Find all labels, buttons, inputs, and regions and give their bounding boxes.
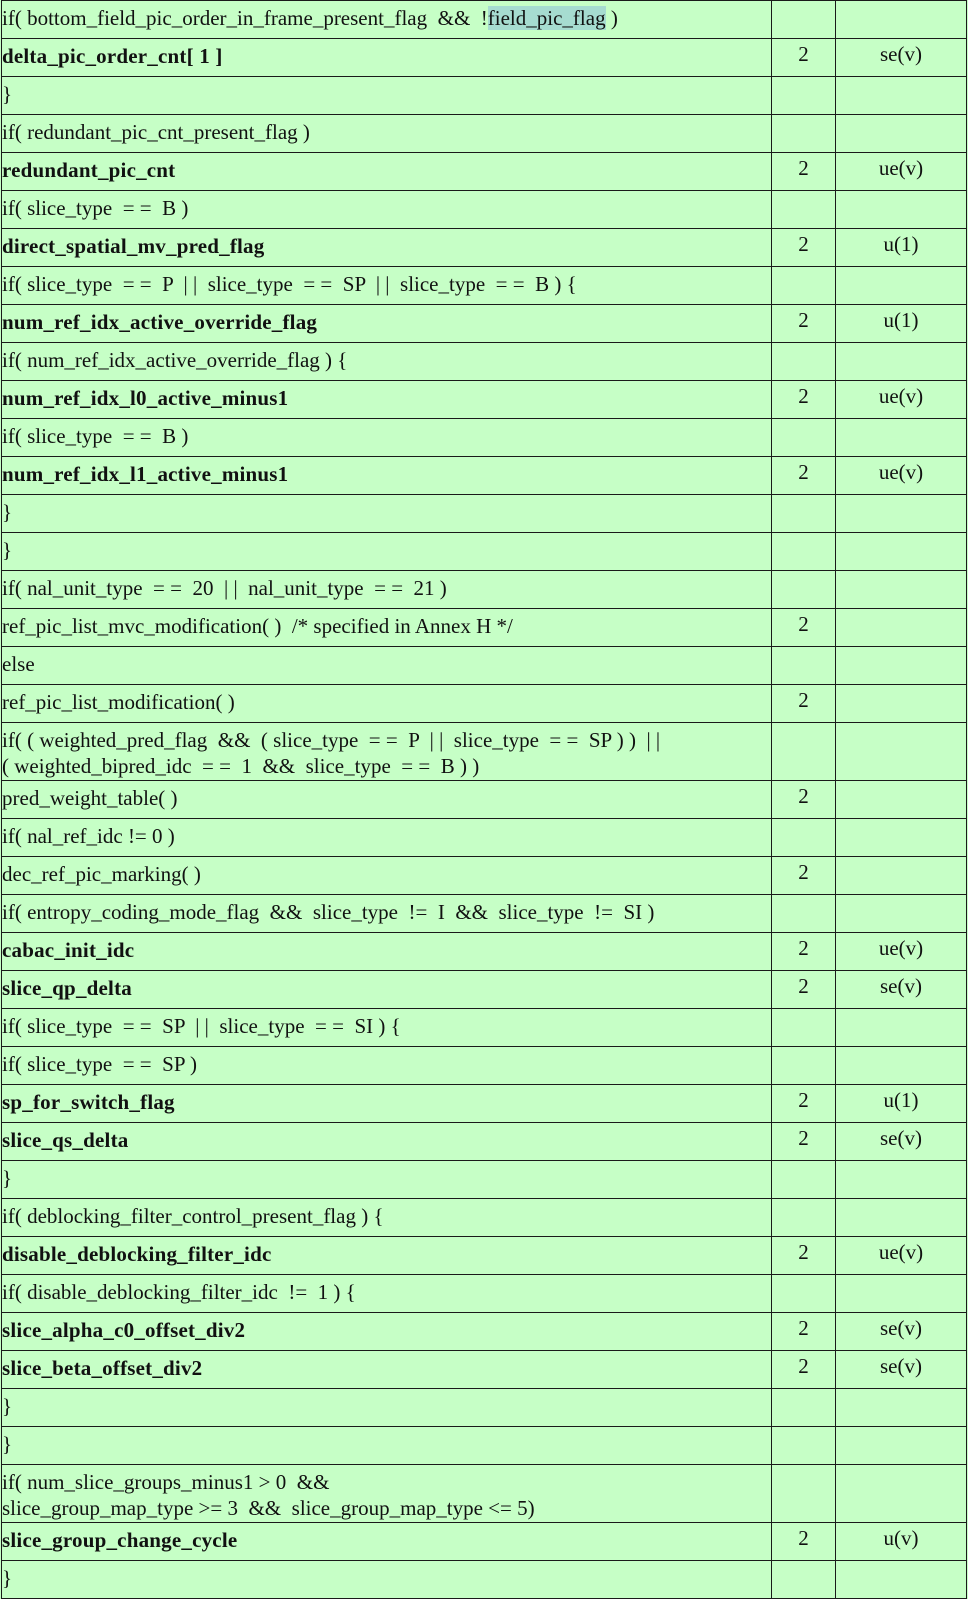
- syntax-element-cell: [2, 571, 772, 609]
- syntax-statement: dec_ref_pic_marking( ): [2, 862, 201, 886]
- slice-header-syntax-table: [1, 0, 967, 1599]
- category-cell: 2: [772, 609, 836, 647]
- syntax-element-cell: [2, 343, 772, 381]
- category-cell: [772, 819, 836, 857]
- category-cell: 2: [772, 1237, 836, 1275]
- syntax-statement: if( num_slice_groups_minus1 > 0 &&: [2, 1470, 330, 1494]
- descriptor-cell: [836, 1275, 967, 1313]
- syntax-element-cell: [2, 895, 772, 933]
- category-cell: [772, 1275, 836, 1313]
- syntax-statement: ref_pic_list_modification( ): [2, 690, 235, 714]
- syntax-element-cell: [2, 1199, 772, 1237]
- syntax-row: [2, 495, 967, 533]
- category-cell: 2: [772, 39, 836, 77]
- syntax-element-cell: [2, 229, 772, 267]
- descriptor-cell: [836, 895, 967, 933]
- descriptor-cell: [836, 1199, 967, 1237]
- descriptor-cell: se(v): [836, 1123, 967, 1161]
- syntax-element-cell: [2, 971, 772, 1009]
- descriptor-cell: [836, 419, 967, 457]
- syntax-row: [2, 1351, 967, 1389]
- syntax-element-cell: [2, 267, 772, 305]
- syntax-row: [2, 1123, 967, 1161]
- syntax-row: [2, 1161, 967, 1199]
- syntax-element-cell: [2, 1427, 772, 1465]
- category-cell: [772, 647, 836, 685]
- syntax-row: [2, 1561, 967, 1599]
- syntax-statement: pred_weight_table( ): [2, 786, 178, 810]
- syntax-element-cell: [2, 39, 772, 77]
- descriptor-cell: ue(v): [836, 153, 967, 191]
- category-cell: [772, 1465, 836, 1523]
- syntax-element-name: slice_qs_delta: [2, 1128, 129, 1152]
- syntax-element-cell: [2, 1, 772, 39]
- syntax-row: [2, 1047, 967, 1085]
- syntax-row: [2, 1199, 967, 1237]
- highlighted-term: field_pic_flag: [487, 6, 606, 30]
- syntax-element-name: slice_beta_offset_div2: [2, 1356, 203, 1380]
- descriptor-cell: [836, 115, 967, 153]
- descriptor-cell: u(1): [836, 229, 967, 267]
- syntax-row: [2, 819, 967, 857]
- descriptor-cell: se(v): [836, 39, 967, 77]
- syntax-element-name: sp_for_switch_flag: [2, 1090, 175, 1114]
- descriptor-cell: [836, 1389, 967, 1427]
- syntax-row: [2, 685, 967, 723]
- syntax-element-name: slice_group_change_cycle: [2, 1528, 238, 1552]
- syntax-row: [2, 533, 967, 571]
- descriptor-cell: [836, 1047, 967, 1085]
- syntax-statement: if( slice_type = = SP | | slice_type = = SI ) {: [2, 1014, 401, 1038]
- descriptor-cell: se(v): [836, 1351, 967, 1389]
- syntax-row: [2, 229, 967, 267]
- descriptor-cell: [836, 533, 967, 571]
- syntax-row: [2, 457, 967, 495]
- syntax-statement: if( entropy_coding_mode_flag && slice_type != I && slice_type != SI ): [2, 900, 655, 924]
- descriptor-cell: ue(v): [836, 381, 967, 419]
- descriptor-cell: [836, 723, 967, 781]
- syntax-element-cell: [2, 819, 772, 857]
- syntax-element-cell: [2, 153, 772, 191]
- syntax-element-cell: [2, 1237, 772, 1275]
- syntax-element-cell: [2, 1123, 772, 1161]
- syntax-element-cell: [2, 781, 772, 819]
- category-cell: [772, 723, 836, 781]
- syntax-row: [2, 343, 967, 381]
- category-cell: 2: [772, 781, 836, 819]
- syntax-element-name: slice_alpha_c0_offset_div2: [2, 1318, 246, 1342]
- syntax-element-cell: [2, 419, 772, 457]
- syntax-element-name: cabac_init_idc: [2, 938, 135, 962]
- syntax-element-cell: [2, 1047, 772, 1085]
- syntax-row: [2, 647, 967, 685]
- category-cell: [772, 1561, 836, 1599]
- descriptor-cell: se(v): [836, 1313, 967, 1351]
- syntax-table-body: [2, 1, 967, 1599]
- syntax-statement: if( slice_type = = B ): [2, 424, 189, 448]
- descriptor-cell: [836, 77, 967, 115]
- category-cell: [772, 1161, 836, 1199]
- descriptor-cell: [836, 609, 967, 647]
- syntax-statement: if( bottom_field_pic_order_in_frame_present_flag && !: [2, 6, 488, 30]
- syntax-element-name: num_ref_idx_l1_active_minus1: [2, 462, 289, 486]
- category-cell: 2: [772, 1085, 836, 1123]
- syntax-statement: if( nal_unit_type = = 20 | | nal_unit_type = = 21 ): [2, 576, 447, 600]
- category-cell: [772, 343, 836, 381]
- category-cell: 2: [772, 1351, 836, 1389]
- syntax-statement: if( deblocking_filter_control_present_flag ) {: [2, 1204, 384, 1228]
- category-cell: 2: [772, 1123, 836, 1161]
- descriptor-cell: [836, 1, 967, 39]
- category-cell: [772, 495, 836, 533]
- syntax-row: [2, 1389, 967, 1427]
- category-cell: 2: [772, 457, 836, 495]
- descriptor-cell: se(v): [836, 971, 967, 1009]
- syntax-element-cell: [2, 495, 772, 533]
- syntax-row: [2, 419, 967, 457]
- syntax-row: [2, 1465, 967, 1523]
- syntax-row: [2, 971, 967, 1009]
- syntax-statement: slice_group_map_type >= 3 && slice_group_map_type <= 5): [2, 1496, 535, 1520]
- syntax-statement: else: [2, 652, 35, 676]
- syntax-element-cell: [2, 1313, 772, 1351]
- category-cell: [772, 1427, 836, 1465]
- syntax-row: [2, 781, 967, 819]
- syntax-row: [2, 191, 967, 229]
- syntax-statement: if( disable_deblocking_filter_idc != 1 ) {: [2, 1280, 356, 1304]
- syntax-statement: ( weighted_bipred_idc = = 1 && slice_type = = B ) ): [2, 754, 480, 778]
- syntax-element-cell: [2, 1523, 772, 1561]
- category-cell: [772, 533, 836, 571]
- syntax-element-cell: [2, 1561, 772, 1599]
- descriptor-cell: [836, 647, 967, 685]
- syntax-statement: if( slice_type = = SP ): [2, 1052, 197, 1076]
- category-cell: [772, 1009, 836, 1047]
- syntax-statement: if( ( weighted_pred_flag && ( slice_type = = P | | slice_type = = SP ) ) | |: [2, 728, 661, 752]
- syntax-statement: if( slice_type = = B ): [2, 196, 189, 220]
- syntax-element-cell: [2, 1161, 772, 1199]
- descriptor-cell: [836, 819, 967, 857]
- syntax-statement: if( nal_ref_idc != 0 ): [2, 824, 175, 848]
- syntax-row: [2, 895, 967, 933]
- syntax-statement: }: [2, 1432, 13, 1456]
- syntax-element-name: direct_spatial_mv_pred_flag: [2, 234, 265, 258]
- descriptor-cell: [836, 857, 967, 895]
- descriptor-cell: u(1): [836, 305, 967, 343]
- syntax-row: [2, 609, 967, 647]
- syntax-statement: }: [2, 1566, 13, 1590]
- syntax-element-cell: [2, 115, 772, 153]
- syntax-element-cell: [2, 723, 772, 781]
- category-cell: [772, 1389, 836, 1427]
- syntax-row: [2, 857, 967, 895]
- syntax-row: [2, 381, 967, 419]
- category-cell: [772, 191, 836, 229]
- syntax-row: [2, 933, 967, 971]
- category-cell: 2: [772, 305, 836, 343]
- syntax-row: [2, 115, 967, 153]
- category-cell: [772, 895, 836, 933]
- category-cell: 2: [772, 933, 836, 971]
- syntax-element-cell: [2, 191, 772, 229]
- syntax-statement: }: [2, 538, 13, 562]
- syntax-statement: if( redundant_pic_cnt_present_flag ): [2, 120, 310, 144]
- category-cell: [772, 77, 836, 115]
- syntax-element-name: slice_qp_delta: [2, 976, 132, 1000]
- descriptor-cell: [836, 781, 967, 819]
- descriptor-cell: [836, 495, 967, 533]
- syntax-element-cell: [2, 933, 772, 971]
- syntax-row: [2, 77, 967, 115]
- syntax-row: [2, 723, 967, 781]
- syntax-row: [2, 1427, 967, 1465]
- syntax-statement: ref_pic_list_mvc_modification( ) /* specified in Annex H */: [2, 614, 513, 638]
- syntax-element-cell: [2, 1085, 772, 1123]
- syntax-element-name: delta_pic_order_cnt[ 1 ]: [2, 44, 223, 68]
- descriptor-cell: ue(v): [836, 1237, 967, 1275]
- syntax-row: [2, 1237, 967, 1275]
- syntax-row: [2, 1275, 967, 1313]
- syntax-element-cell: [2, 533, 772, 571]
- syntax-element-cell: [2, 685, 772, 723]
- syntax-row: [2, 1085, 967, 1123]
- descriptor-cell: [836, 1161, 967, 1199]
- category-cell: 2: [772, 381, 836, 419]
- syntax-element-cell: [2, 305, 772, 343]
- syntax-element-cell: [2, 381, 772, 419]
- syntax-row: [2, 153, 967, 191]
- syntax-row: [2, 39, 967, 77]
- syntax-statement: if( slice_type = = P | | slice_type = = SP | | slice_type = = B ) {: [2, 272, 577, 296]
- syntax-element-cell: [2, 1351, 772, 1389]
- syntax-element-cell: [2, 1009, 772, 1047]
- descriptor-cell: [836, 1465, 967, 1523]
- syntax-element-cell: [2, 77, 772, 115]
- syntax-statement-tail: ): [605, 6, 618, 30]
- descriptor-cell: [836, 191, 967, 229]
- syntax-row: [2, 1523, 967, 1561]
- syntax-element-cell: [2, 609, 772, 647]
- syntax-statement: if( num_ref_idx_active_override_flag ) {: [2, 348, 348, 372]
- category-cell: [772, 419, 836, 457]
- descriptor-cell: u(v): [836, 1523, 967, 1561]
- syntax-element-cell: [2, 457, 772, 495]
- syntax-row: [2, 267, 967, 305]
- syntax-element-cell: [2, 647, 772, 685]
- syntax-element-name: disable_deblocking_filter_idc: [2, 1242, 272, 1266]
- category-cell: [772, 1199, 836, 1237]
- syntax-statement: }: [2, 1166, 13, 1190]
- category-cell: 2: [772, 229, 836, 267]
- category-cell: [772, 115, 836, 153]
- descriptor-cell: [836, 1009, 967, 1047]
- descriptor-cell: [836, 1561, 967, 1599]
- syntax-element-cell: [2, 1465, 772, 1523]
- descriptor-cell: u(1): [836, 1085, 967, 1123]
- syntax-statement-line: [2, 5, 771, 31]
- syntax-statement: }: [2, 82, 13, 106]
- category-cell: 2: [772, 1313, 836, 1351]
- descriptor-cell: ue(v): [836, 457, 967, 495]
- category-cell: [772, 1, 836, 39]
- descriptor-cell: [836, 685, 967, 723]
- syntax-element-cell: [2, 1275, 772, 1313]
- syntax-element-cell: [2, 1389, 772, 1427]
- category-cell: 2: [772, 857, 836, 895]
- category-cell: 2: [772, 1523, 836, 1561]
- descriptor-cell: ue(v): [836, 933, 967, 971]
- syntax-element-name: redundant_pic_cnt: [2, 158, 176, 182]
- category-cell: [772, 267, 836, 305]
- category-cell: 2: [772, 685, 836, 723]
- syntax-element-cell: [2, 857, 772, 895]
- category-cell: [772, 571, 836, 609]
- syntax-element-name: num_ref_idx_l0_active_minus1: [2, 386, 289, 410]
- syntax-row: [2, 1313, 967, 1351]
- syntax-row: [2, 305, 967, 343]
- category-cell: 2: [772, 971, 836, 1009]
- descriptor-cell: [836, 267, 967, 305]
- syntax-row: [2, 571, 967, 609]
- syntax-element-name: num_ref_idx_active_override_flag: [2, 310, 318, 334]
- descriptor-cell: [836, 343, 967, 381]
- syntax-row: [2, 1, 967, 39]
- syntax-statement: }: [2, 1394, 13, 1418]
- syntax-statement: }: [2, 500, 13, 524]
- descriptor-cell: [836, 571, 967, 609]
- descriptor-cell: [836, 1427, 967, 1465]
- syntax-row: [2, 1009, 967, 1047]
- category-cell: [772, 1047, 836, 1085]
- category-cell: 2: [772, 153, 836, 191]
